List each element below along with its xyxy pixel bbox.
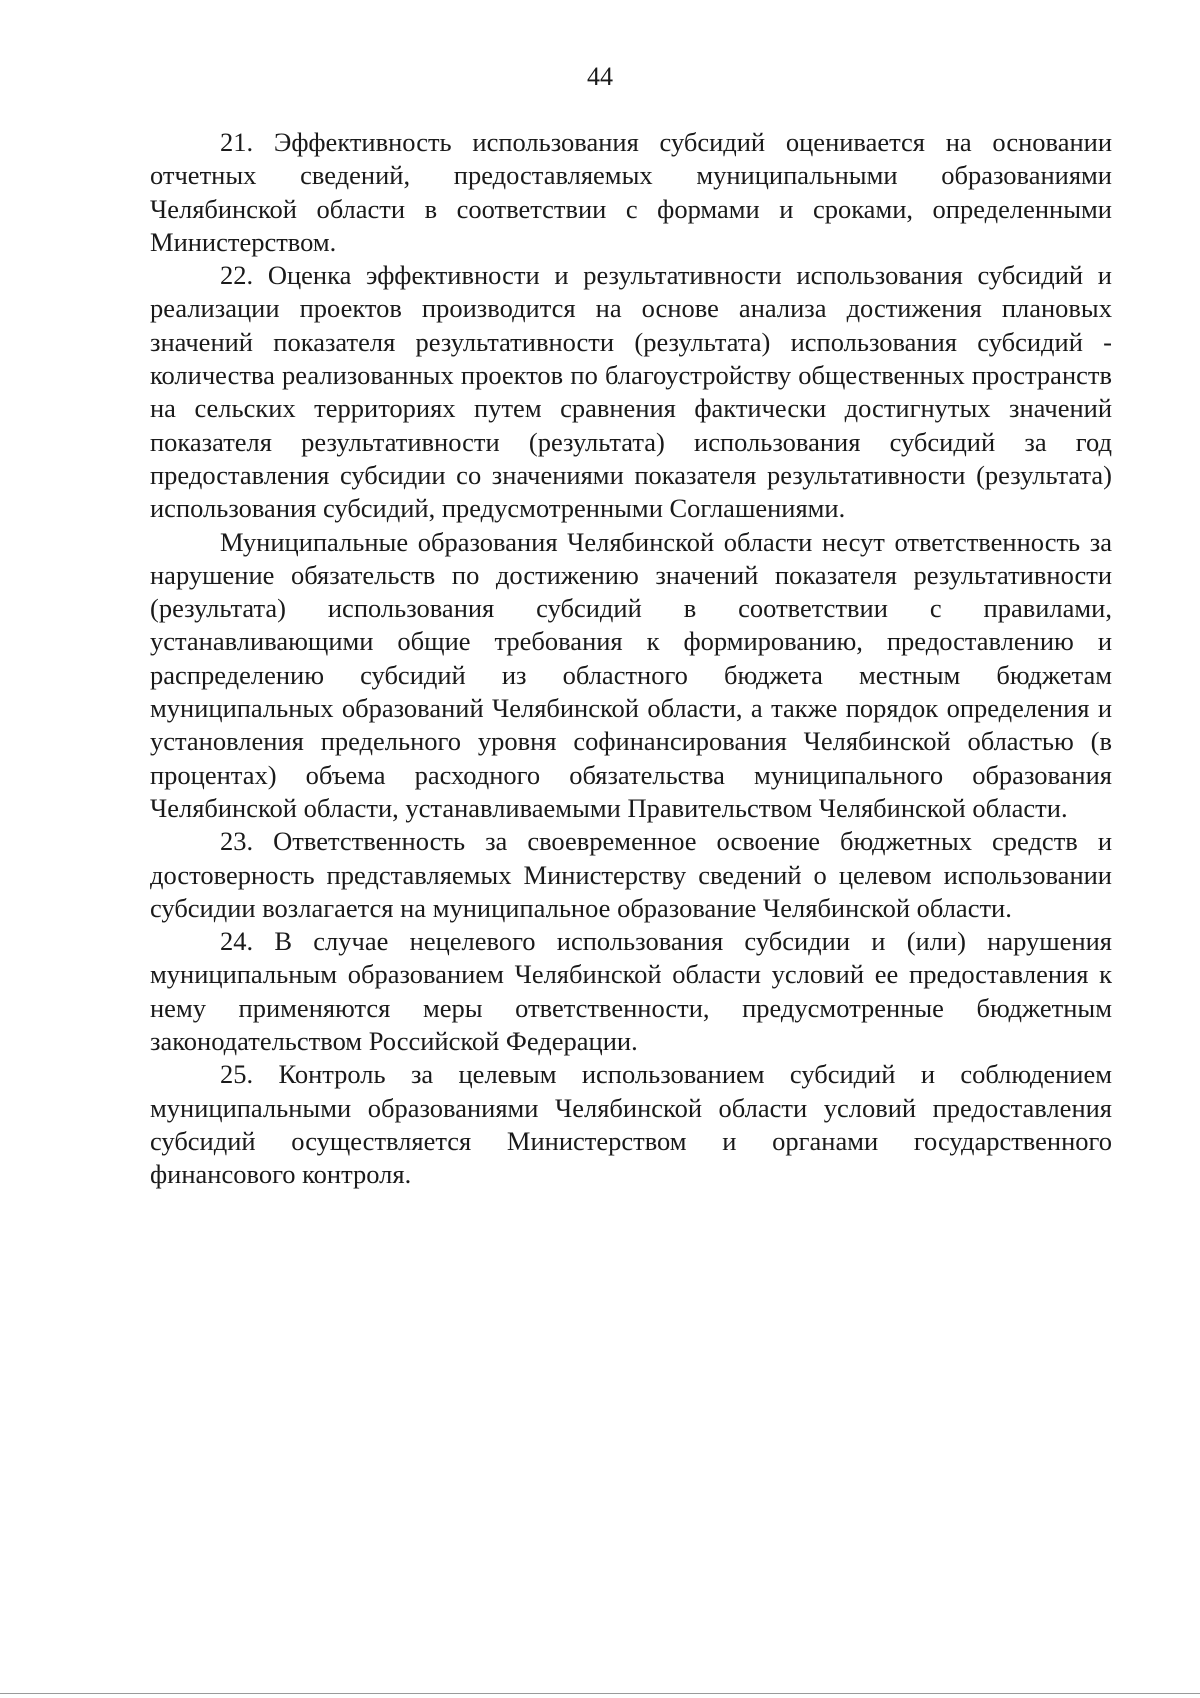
paragraph-23: 23. Ответственность за своевременное освоение бюджетных средств и достоверность представляемых Министерству сведений о целевом использовании субсидии возлагается на муниципальное образование Челябинской области.	[150, 826, 1112, 923]
paragraph-22: 22. Оценка эффективности и результативности использования субсидий и реализации проектов производится на основе анализа достижения плановых значений показателя результативности (результата) использования субсидий - количества реализованных проектов по благоустройству общественных пространств на сельских территориях путем сравнения фактически достигнутых значений показателя результативности (результата) использования субсидий за год предоставления субсидии со значениями показателя результативности (результата) использования субсидий, предусмотренными Соглашениями.	[150, 260, 1112, 524]
document-body	[150, 126, 1112, 1192]
paragraph-24: 24. В случае нецелевого использования субсидии и (или) нарушения муниципальным образованием Челябинской области условий ее предоставления к нему применяются меры ответственности, предусмотренные бюджетным законодательством Российской Федерации.	[150, 926, 1112, 1057]
scan-edge-line	[0, 1693, 1200, 1694]
page-number: 44	[587, 62, 613, 91]
paragraph-25: 25. Контроль за целевым использованием субсидий и соблюдением муниципальными образованиями Челябинской области условий предоставления субсидий осуществляется Министерством и органами государственного финансового контроля.	[150, 1059, 1112, 1190]
paragraph-21: 21. Эффективность использования субсидий оценивается на основании отчетных сведений, предоставляемых муниципальными образованиями Челябинской области в соответствии с формами и сроками, определенными Министерством.	[150, 127, 1112, 257]
paragraph-22-liability: Муниципальные образования Челябинской области несут ответственность за нарушение обязательств по достижению значений показателя результативности (результата) использования субсидий в соответствии с правилами, устанавливающими общие требования к формированию, предоставлению и распределению субсидий из областного бюджета местным бюджетам муниципальных образований Челябинской области, а также порядок определения и установления предельного уровня софинансирования Челябинской областью (в процентах) объема расходного обязательства муниципального образования Челябинской области, устанавливаемыми Правительством Челябинской области.	[150, 526, 1112, 823]
